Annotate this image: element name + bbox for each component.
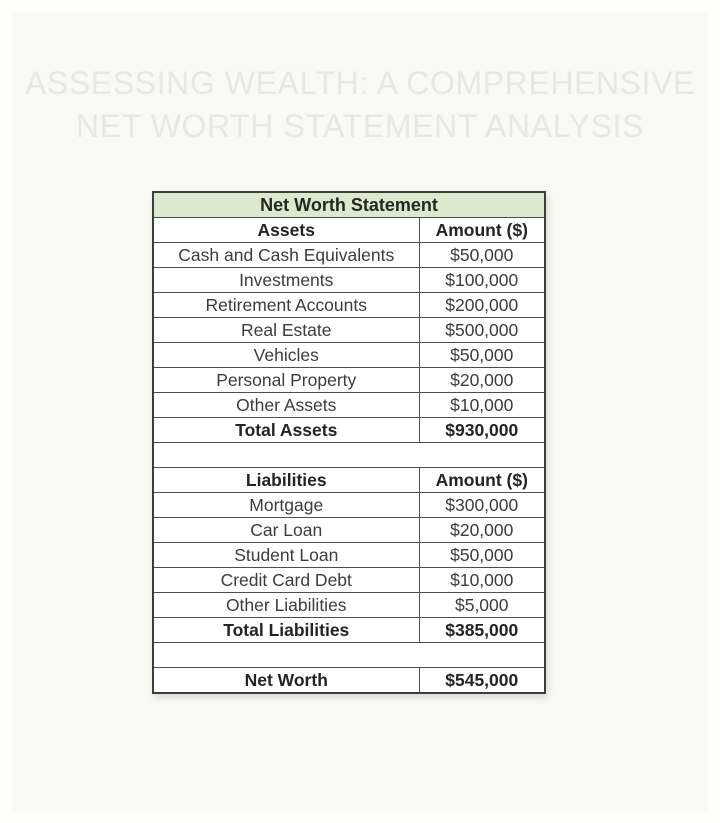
spacer-cell [153, 643, 545, 668]
net-worth-amount: $545,000 [419, 668, 545, 694]
spacer-row [153, 443, 545, 468]
assets-column-header: Assets [153, 218, 419, 243]
total-assets-label: Total Assets [153, 418, 419, 443]
table-row-vehicles [153, 343, 545, 368]
spacer-row [153, 643, 545, 668]
net-worth-row [153, 668, 545, 694]
row-amount: $300,000 [419, 493, 545, 518]
assets-amount-column-header: Amount ($) [419, 218, 545, 243]
row-amount: $50,000 [419, 243, 545, 268]
row-label: Real Estate [153, 318, 419, 343]
row-label: Personal Property [153, 368, 419, 393]
total-liabilities-label: Total Liabilities [153, 618, 419, 643]
row-label: Investments [153, 268, 419, 293]
table-row-personal-property [153, 368, 545, 393]
row-amount: $100,000 [419, 268, 545, 293]
table-row-real-estate [153, 318, 545, 343]
table-title: Net Worth Statement [153, 192, 545, 218]
spacer-cell [153, 443, 545, 468]
net-worth-label: Net Worth [153, 668, 419, 694]
row-label: Car Loan [153, 518, 419, 543]
row-amount: $500,000 [419, 318, 545, 343]
row-label: Credit Card Debt [153, 568, 419, 593]
row-amount: $50,000 [419, 543, 545, 568]
table-row-investments [153, 268, 545, 293]
table-row-credit-card-debt [153, 568, 545, 593]
total-liabilities-amount: $385,000 [419, 618, 545, 643]
table-row-other-assets [153, 393, 545, 418]
row-amount: $5,000 [419, 593, 545, 618]
total-assets-amount: $930,000 [419, 418, 545, 443]
row-label: Retirement Accounts [153, 293, 419, 318]
total-liabilities-row [153, 618, 545, 643]
row-amount: $10,000 [419, 393, 545, 418]
liabilities-amount-column-header: Amount ($) [419, 468, 545, 493]
page-title-line1: ASSESSING WEALTH: A COMPREHENSIVE [24, 65, 696, 101]
row-amount: $20,000 [419, 368, 545, 393]
row-label: Other Liabilities [153, 593, 419, 618]
liabilities-header-row [153, 468, 545, 493]
total-assets-row [153, 418, 545, 443]
row-amount: $10,000 [419, 568, 545, 593]
page-title [0, 62, 720, 148]
assets-header-row [153, 218, 545, 243]
row-amount: $20,000 [419, 518, 545, 543]
table-row-car-loan [153, 518, 545, 543]
row-label: Mortgage [153, 493, 419, 518]
net-worth-table [152, 191, 546, 694]
row-amount: $200,000 [419, 293, 545, 318]
liabilities-column-header: Liabilities [153, 468, 419, 493]
table-row-mortgage [153, 493, 545, 518]
page-title-line2: NET WORTH STATEMENT ANALYSIS [75, 108, 644, 144]
table-row-other-liabilities [153, 593, 545, 618]
table-row-retirement-accounts [153, 293, 545, 318]
row-amount: $50,000 [419, 343, 545, 368]
row-label: Student Loan [153, 543, 419, 568]
table-row-cash [153, 243, 545, 268]
row-label: Other Assets [153, 393, 419, 418]
table-row-student-loan [153, 543, 545, 568]
table-title-row [153, 192, 545, 218]
row-label: Cash and Cash Equivalents [153, 243, 419, 268]
row-label: Vehicles [153, 343, 419, 368]
